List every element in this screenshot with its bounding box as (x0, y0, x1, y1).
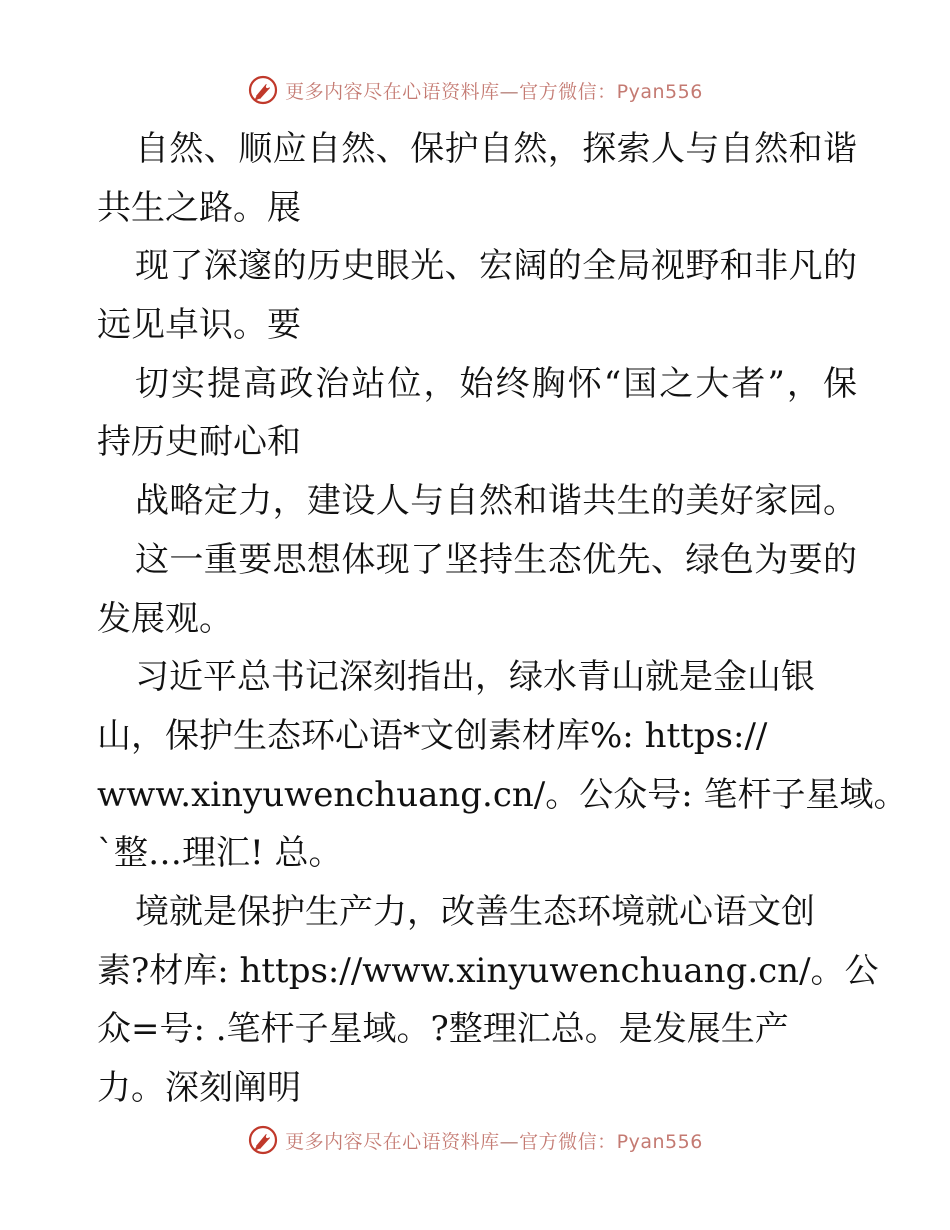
body-line: 战略定力，建设人与自然和谐共生的美好家园。 (135, 481, 857, 522)
footer-banner-text: 更多内容尽在心语资料库—官方微信：Pyan556 (285, 1130, 703, 1153)
header-banner-text: 更多内容尽在心语资料库—官方微信：Pyan556 (285, 80, 703, 103)
body-line: 自然、顺应自然、保护自然，探索人与自然和谐 (135, 129, 857, 169)
body-line: 境就是保护生产力，改善生态环境就心语文创 (135, 891, 815, 932)
body-line: 持历史耐心和 (97, 422, 301, 463)
body-line: 发展观。 (97, 598, 233, 639)
body-line: 现了深邃的历史眼光、宏阔的全局视野和非凡的 (135, 246, 857, 287)
pen-nib-logo-icon (247, 74, 279, 106)
pen-nib-logo-icon (247, 1124, 279, 1156)
body-line: 山，保护生态环心语*文创素材库%: https:// (97, 715, 768, 756)
body-line: 习近平总书记深刻指出，绿水青山就是金山银 (135, 657, 815, 698)
body-line: 远见卓识。要 (97, 305, 301, 346)
body-line: 切实提高政治站位，始终胸怀“国之大者”，保 (135, 363, 857, 404)
body-line: 共生之路。展 (97, 187, 301, 228)
document-body (97, 120, 908, 1118)
footer-banner (0, 1120, 950, 1160)
body-line: 众=号: .笔杆子星域。?整理汇总。是发展生产 (97, 1009, 789, 1050)
header-banner (0, 70, 950, 110)
body-line: `整…理汇! 总。 (97, 833, 343, 874)
body-line: www.xinyuwenchuang.cn/。公众号: 笔杆子星域。 (97, 774, 908, 815)
body-line: 这一重要思想体现了坚持生态优先、绿色为要的 (135, 539, 857, 580)
body-line: 素?材库: https://www.xinyuwenchuang.cn/。公 (97, 950, 879, 991)
body-line: 力。深刻阐明 (97, 1068, 301, 1108)
